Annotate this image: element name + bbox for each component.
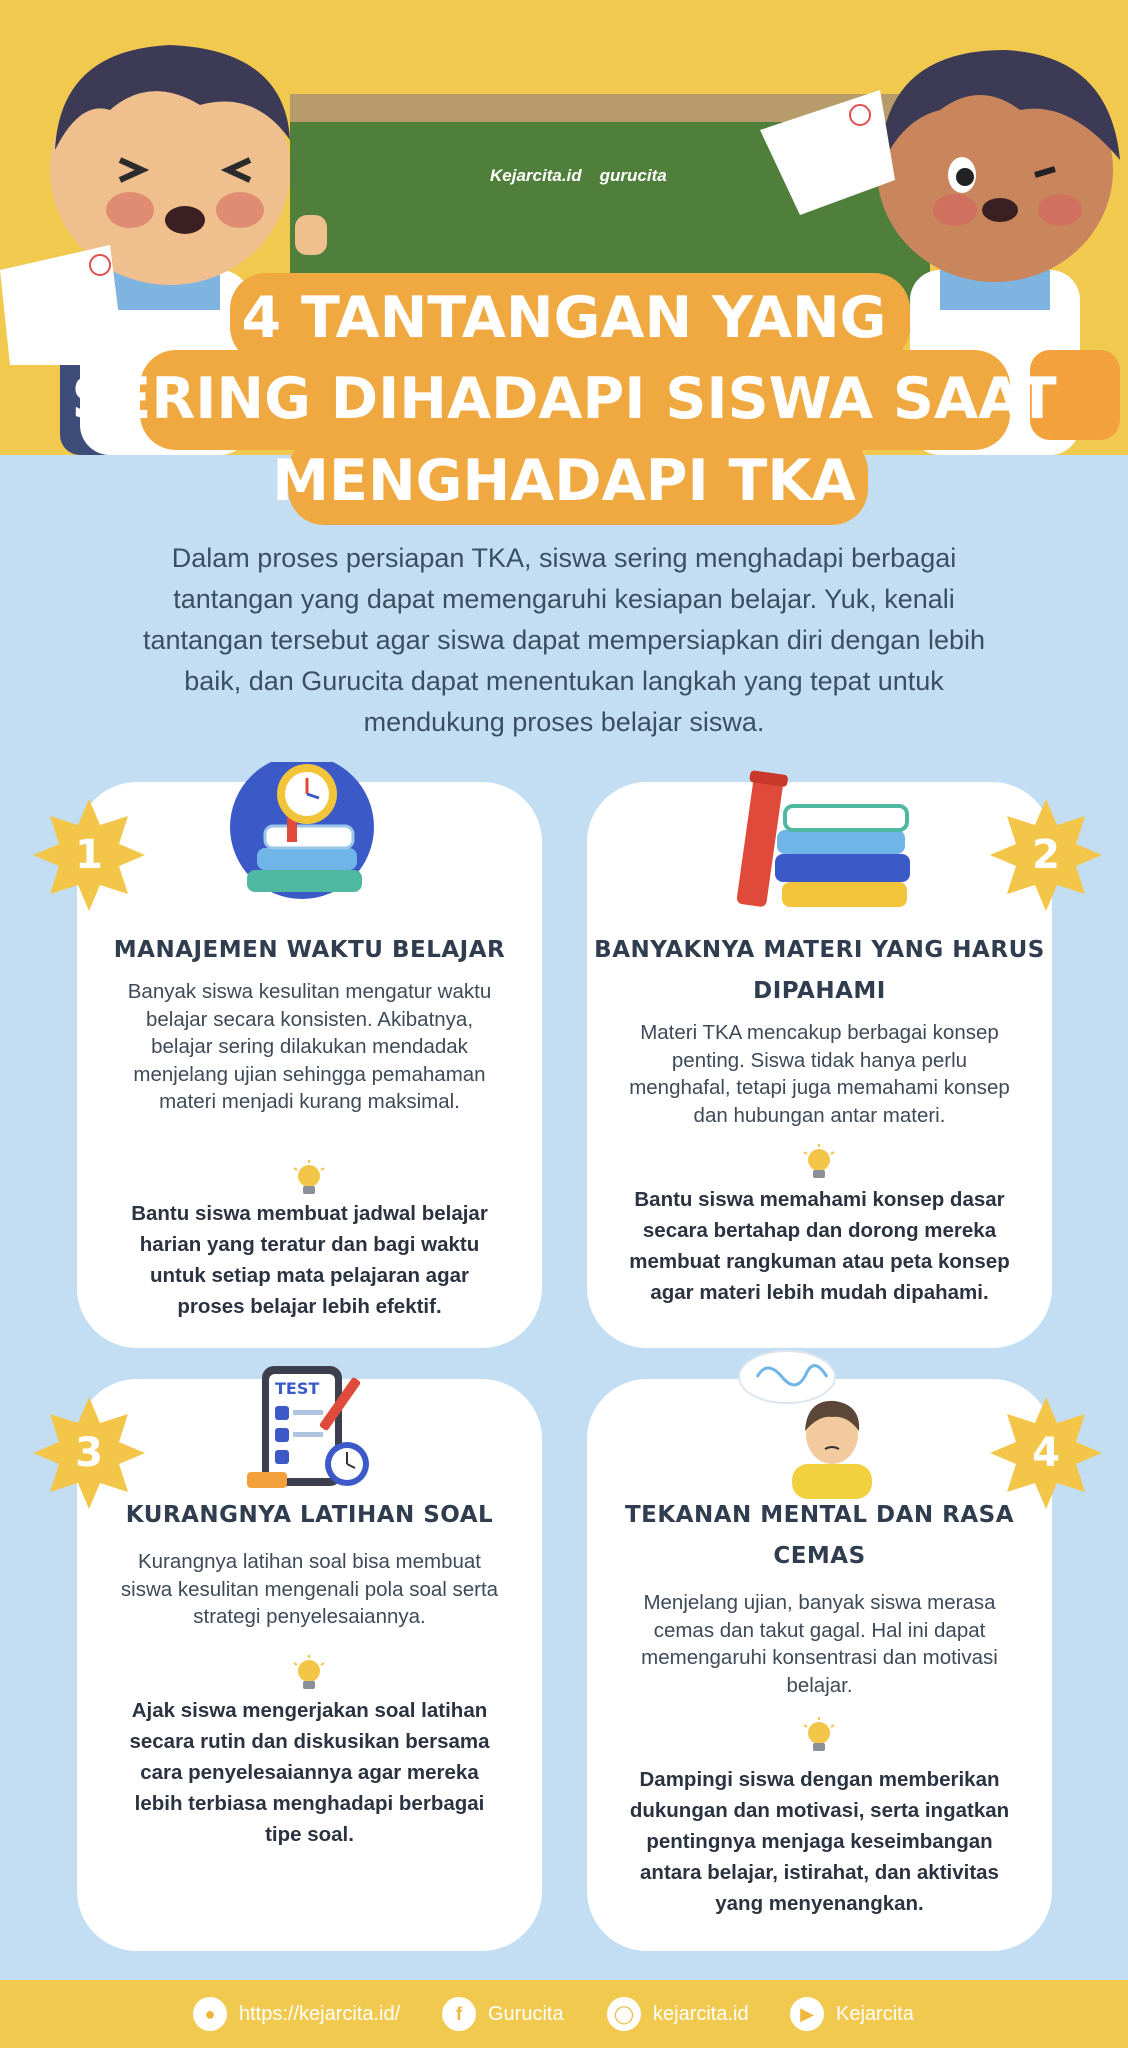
lightbulb-icon — [801, 1144, 837, 1186]
book-stack-illustration — [727, 764, 917, 909]
number-badge-1: 1 — [33, 799, 145, 911]
footer-youtube-link[interactable] — [790, 1997, 914, 2031]
number-badge-4: 4 — [990, 1397, 1102, 1509]
instagram-text: kejarcita.id — [653, 2002, 749, 2025]
card-2-description: Materi TKA mencakup berbagai konsep penting. Siswa tidak hanya perlu menghafal, tetapi juga memahami konsep dan hubungan antar materi. — [629, 1021, 1010, 1127]
card-3-description: Kurangnya latihan soal bisa membuat siswa kesulitan mengenali pola soal serta strategi penyelesaiannya. — [120, 1550, 499, 1628]
card-1-title: MANAJEMEN WAKTU BELAJAR — [113, 937, 506, 963]
youtube-text: Kejarcita — [836, 2002, 914, 2025]
number-badge-2: 2 — [990, 799, 1102, 911]
lightbulb-icon — [291, 1655, 327, 1697]
challenge-card-1 — [77, 782, 542, 1348]
intro-paragraph: Dalam proses persiapan TKA, siswa sering menghadapi berbagai tantangan yang dapat memengaruhi kesiapan belajar. Yuk, kenali tantangan tersebut agar siswa dapat mempersiapkan diri dengan lebih baik, dan Gurucita dapat menentukan langkah yang tepat untuk mendukung proses belajar siswa. — [142, 543, 986, 737]
card-4-description: Menjelang ujian, banyak siswa merasa cemas dan takut gagal. Hal ini dapat memengaruhi konsentrasi dan motivasi belajar. — [641, 1591, 998, 1697]
card-1-description: Banyak siswa kesulitan mengatur waktu belajar secara konsisten. Akibatnya, belajar sering dilakukan mendadak menjelang ujian sehingga pemahaman materi menjadi kurang maksimal. — [127, 980, 492, 1113]
footer-website-link[interactable] — [193, 1997, 400, 2031]
card-2-title: BANYAKNYA MATERI YANG HARUS DIPAHAMI — [594, 937, 1045, 1004]
alarm-clock-books-illustration — [227, 762, 377, 902]
anxious-student-illustration — [737, 1349, 887, 1499]
number-badge-3: 3 — [33, 1397, 145, 1509]
footer-facebook-link[interactable] — [442, 1997, 564, 2031]
instagram-icon: ◯ — [607, 1997, 641, 2031]
challenge-card-3 — [77, 1379, 542, 1951]
title-block — [0, 270, 1128, 520]
challenge-card-4 — [587, 1379, 1052, 1951]
test-label: TEST — [275, 1379, 320, 1398]
page-title-line-1: 4 TANTANGAN YANG — [241, 285, 887, 351]
lightbulb-icon — [291, 1160, 327, 1202]
card-4-title: TEKANAN MENTAL DAN RASA CEMAS — [624, 1502, 1015, 1569]
gurucita-logo: gurucita — [599, 166, 667, 185]
facebook-icon: f — [442, 1997, 476, 2031]
footer-instagram-link[interactable] — [607, 1997, 749, 2031]
card-3-title: KURANGNYA LATIHAN SOAL — [125, 1502, 494, 1528]
kejarcita-logo: Kejarcita.id — [490, 166, 582, 185]
page-title-line-2: SERING DIHADAPI SISWA SAAT — [71, 366, 1057, 432]
challenge-card-2 — [587, 782, 1052, 1348]
card-4-tip: Dampingi siswa dengan memberikan dukungan dan motivasi, serta ingatkan pentingnya menjaga keseimbangan antara belajar, istirahat, dan aktivitas yang menyenangkan. — [629, 1768, 1010, 1915]
test-clipboard-illustration — [247, 1364, 377, 1494]
card-2-tip: Bantu siswa memahami konsep dasar secara bertahap dan dorong mereka membuat rangkuman atau peta konsep agar materi lebih mudah dipahami. — [629, 1188, 1010, 1304]
brand-logos — [490, 166, 667, 186]
website-text: https://kejarcita.id/ — [239, 2002, 401, 2025]
youtube-icon: ▶ — [790, 1997, 824, 2031]
page-title-line-3: MENGHADAPI TKA — [272, 448, 856, 514]
lightbulb-icon — [801, 1717, 837, 1759]
footer-bar — [0, 1980, 1128, 2048]
globe-icon: ● — [193, 1997, 227, 2031]
card-1-tip: Bantu siswa membuat jadwal belajar harian yang teratur dan bagi waktu untuk setiap mata pelajaran agar proses belajar lebih efektif. — [131, 1202, 488, 1318]
card-3-tip: Ajak siswa mengerjakan soal latihan secara rutin dan diskusikan bersama cara penyelesaiannya agar mereka lebih terbiasa menghadapi berbagai tipe soal. — [129, 1699, 490, 1846]
facebook-text: Gurucita — [488, 2002, 564, 2025]
